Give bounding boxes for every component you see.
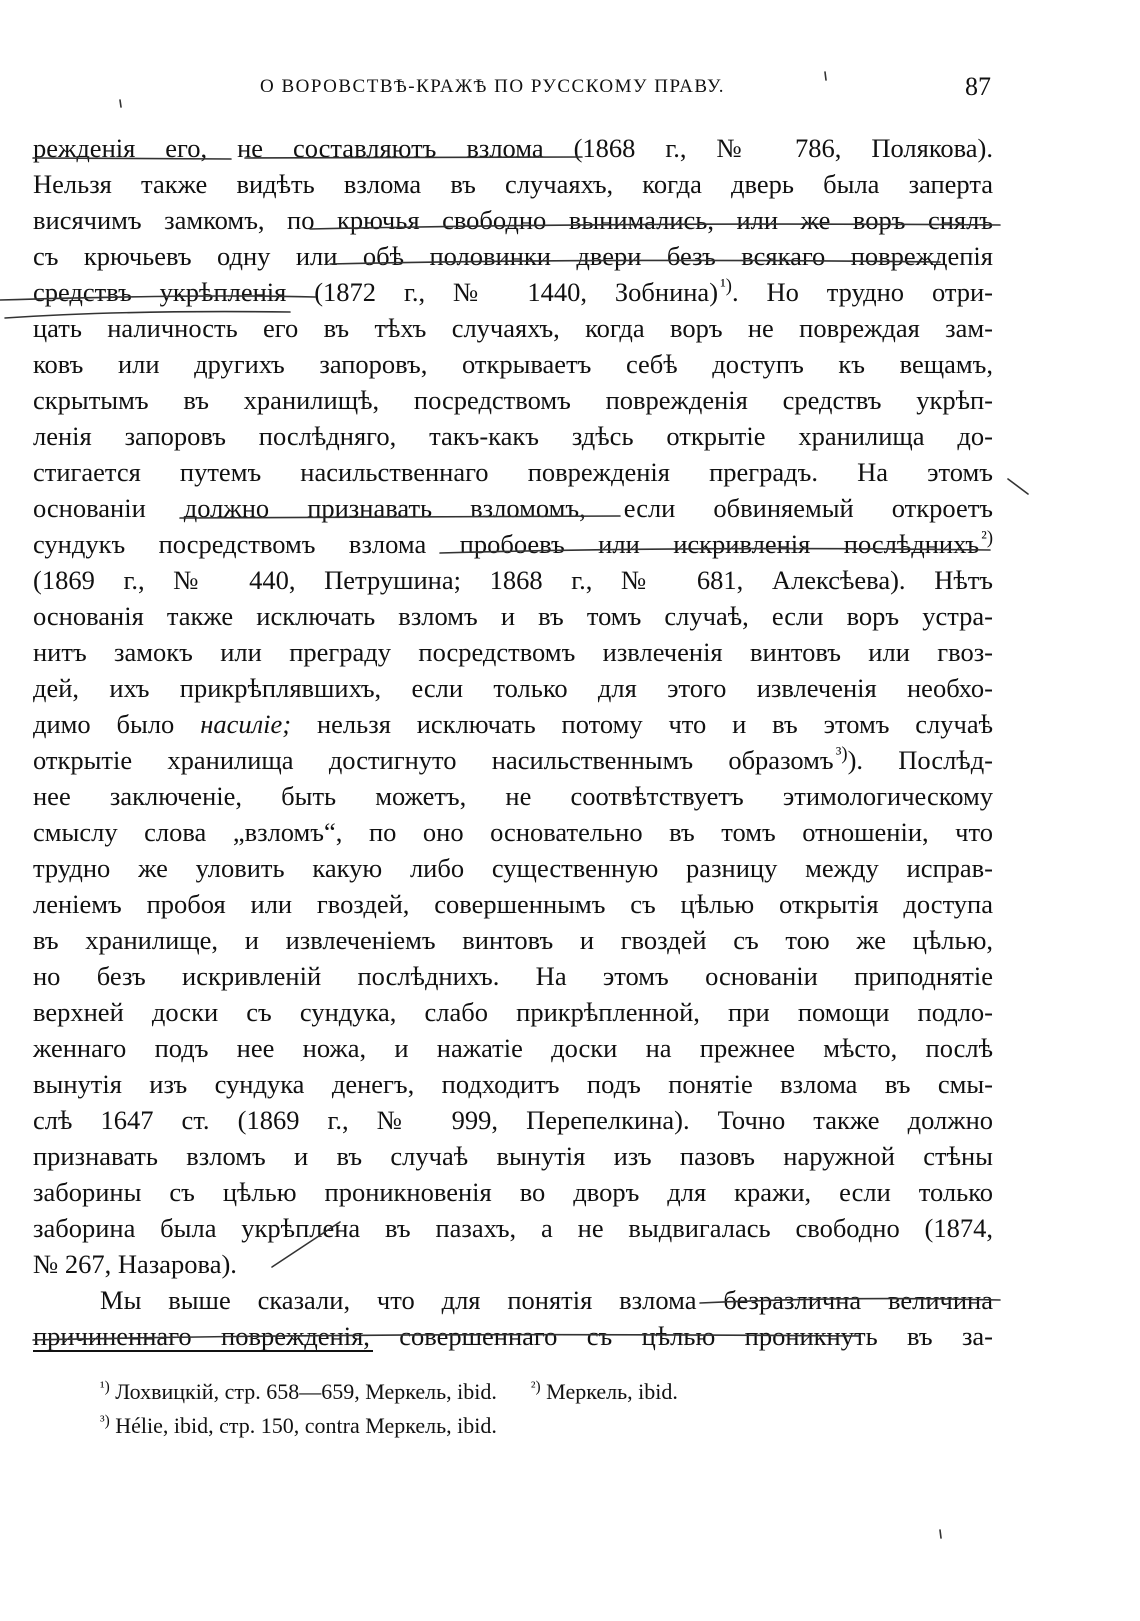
footnote-ref-3: ³) xyxy=(835,743,848,765)
text-line: леніемъ пробоя или гвоздей, совершеннымъ съ цѣлью открытія доступа xyxy=(33,889,993,919)
text-line: основанія также исключать взломъ и въ томъ случаѣ, если воръ устра- xyxy=(33,601,993,631)
text-line xyxy=(33,274,993,310)
footnote-mark: ³) xyxy=(100,1412,110,1430)
text-line: № 267, Назарова). xyxy=(33,1249,237,1279)
pencil-underline xyxy=(1008,479,1028,494)
text-line: нее заключеніе, быть можетъ, не соотвѣтствуетъ этимологическому xyxy=(33,781,993,811)
text-run: нельзя исключать потому что и въ этомъ случаѣ xyxy=(291,709,993,739)
footnote-mark: ²) xyxy=(530,1378,541,1396)
italic-word: насиліе; xyxy=(200,709,292,739)
footnote-mark: ¹) xyxy=(100,1378,110,1396)
footnote-line xyxy=(100,1375,980,1409)
footnote-text: Меркель, ibid. xyxy=(546,1379,678,1404)
text-line: ковъ или другихъ запоровъ, открываетъ себѣ доступъ къ вещамъ, xyxy=(33,349,993,379)
text-run: открытіе хранилища достигнуто насильственнымъ образомъ xyxy=(33,745,834,775)
text-line: ленія запоровъ послѣдняго, такъ-какъ здѣсь открытіе хранилища до- xyxy=(33,421,993,451)
text-line: женнаго подъ нее ножа, и нажатіе доски на прежнее мѣсто, послѣ xyxy=(33,1033,993,1063)
text-line xyxy=(33,706,993,742)
text-line: цать наличность его въ тѣхъ случаяхъ, когда воръ не повреждая зам- xyxy=(33,313,993,343)
text-line: вынутія изъ сундука денегъ, подходитъ подъ понятіе взлома въ смы- xyxy=(33,1069,993,1099)
page-number: 87 xyxy=(965,72,991,101)
text-line: верхней доски съ сундука, слабо прикрѣпленной, при помощи подло- xyxy=(33,997,993,1027)
text-line: стигается путемъ насильственнаго поврежденія преградъ. На этомъ xyxy=(33,457,993,487)
text-line: дей, ихъ прикрѣплявшихъ, если только для этого извлеченія необхо- xyxy=(33,673,993,703)
running-title: О ВОРОВСТВѢ-КРАЖѢ ПО РУССКОМУ ПРАВУ. xyxy=(260,76,726,97)
text-line: (1869 г., № 440, Петрушина; 1868 г., № 681, Алексѣева). Нѣтъ xyxy=(33,565,993,595)
text-run: димо было xyxy=(33,709,175,739)
footnote-ref-2: ²) xyxy=(981,527,993,549)
text-run: сундукъ посредствомъ взлома пробоевъ или искривленія послѣднихъ xyxy=(33,529,980,559)
text-line: заборины съ цѣлью проникновенія во дворъ для кражи, если только xyxy=(33,1177,993,1207)
text-line: висячимъ замкомъ, по крючья свободно вынимались, или же воръ снялъ xyxy=(33,205,993,235)
text-line: основаніи должно признавать взломомъ, если обвиняемый откроетъ xyxy=(33,493,993,523)
text-line: съ крючьевъ одну или обѣ половинки двери безъ всякаго повреждепія xyxy=(33,241,993,271)
footnotes xyxy=(100,1375,980,1443)
text-run: . Но трудно отри- xyxy=(731,277,994,307)
text-line xyxy=(33,742,993,778)
text-line: скрытымъ въ хранилищѣ, посредствомъ поврежденія средствъ укрѣп- xyxy=(33,385,993,415)
text-line xyxy=(33,526,993,562)
text-line: слѣ 1647 ст. (1869 г., № 999, Перепелкина). Точно также должно xyxy=(33,1105,993,1135)
footnote-text: Лохвицкій, стр. 658—659, Меркель, ibid. xyxy=(115,1379,497,1404)
text-run: средствъ укрѣпленія (1872 г., № 1440, Зобнина) xyxy=(33,277,719,307)
text-line: смыслу слова „взломъ“, по оно основательно въ томъ отношеніи, что xyxy=(33,817,993,847)
footnote-text: Hélie, ibid, стр. 150, contra Меркель, ibid. xyxy=(115,1413,497,1438)
footnote-line xyxy=(100,1409,980,1443)
text-line: но безъ искривленій послѣднихъ. На этомъ основаніи приподнятіе xyxy=(33,961,993,991)
footnote-ref-1: ¹) xyxy=(720,275,732,297)
text-line: причиненнаго поврежденія, совершеннаго съ цѣлью проникнуть въ за- xyxy=(33,1321,993,1351)
text-line: заборина была укрѣплена въ пазахъ, а не выдвигалась свободно (1874, xyxy=(33,1213,993,1243)
main-text xyxy=(33,130,993,1354)
text-line: нитъ замокъ или преграду посредствомъ извлеченія винтовъ или гвоз- xyxy=(33,637,993,667)
text-line: Нельзя также видѣть взлома въ случаяхъ, когда дверь была заперта xyxy=(33,169,993,199)
footnote-separator xyxy=(33,1350,373,1352)
paragraph-start-line: Мы выше сказали, что для понятія взлома безразлична величина xyxy=(100,1285,993,1315)
text-run: ). Послѣд- xyxy=(847,745,993,775)
text-line: признавать взломъ и въ случаѣ вынутія изъ пазовъ наружной стѣны xyxy=(33,1141,993,1171)
text-line: въ хранилище, и извлеченіемъ винтовъ и гвоздей съ тою же цѣлью, xyxy=(33,925,993,955)
text-line: режденія его, не составляютъ взлома (1868 г., № 786, Полякова). xyxy=(33,133,993,163)
text-line: трудно же уловить какую либо существенную разницу между исправ- xyxy=(33,853,993,883)
